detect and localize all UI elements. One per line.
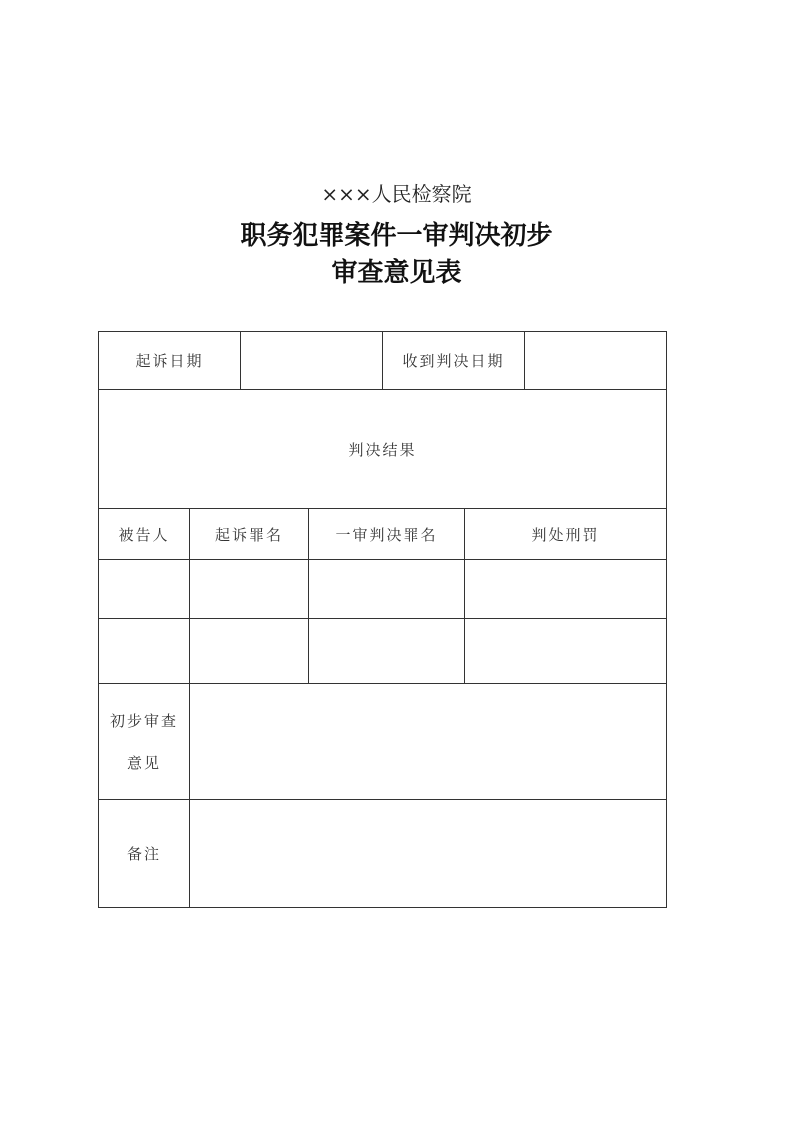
prosecution-date-field[interactable]	[241, 332, 383, 390]
column-header-sentence: 判处刑罚	[465, 509, 667, 560]
remarks-row	[99, 800, 667, 908]
preliminary-opinion-label-line2: 意见	[126, 753, 161, 772]
column-header-defendant: 被告人	[99, 509, 190, 560]
defendant-cell[interactable]	[99, 560, 190, 619]
column-header-row	[99, 509, 667, 560]
table-row	[99, 619, 667, 684]
prosecution-charge-cell[interactable]	[190, 619, 309, 684]
column-header-first-instance-charge: 一审判决罪名	[309, 509, 465, 560]
table-row	[99, 560, 667, 619]
organization-name: ×××人民检察院	[321, 182, 472, 206]
review-form-table	[98, 331, 667, 908]
received-judgment-date-field[interactable]	[525, 332, 667, 390]
sentence-cell[interactable]	[465, 619, 667, 684]
prosecution-charge-cell[interactable]	[190, 560, 309, 619]
received-judgment-date-label: 收到判决日期	[383, 332, 525, 390]
first-instance-charge-cell[interactable]	[309, 619, 465, 684]
preliminary-opinion-label	[99, 684, 190, 800]
remarks-field[interactable]	[190, 800, 667, 908]
preliminary-opinion-row	[99, 684, 667, 800]
preliminary-opinion-field[interactable]	[190, 684, 667, 800]
dates-row	[99, 332, 667, 390]
first-instance-charge-cell[interactable]	[309, 560, 465, 619]
column-header-prosecution-charge: 起诉罪名	[190, 509, 309, 560]
judgment-result-row	[99, 390, 667, 509]
form-title-line1: 职务犯罪案件一审判决初步	[240, 221, 553, 251]
prosecution-date-label: 起诉日期	[99, 332, 241, 390]
preliminary-opinion-label-line1: 初步审查	[109, 711, 178, 730]
form-title-line2: 审查意见表	[331, 258, 462, 288]
defendant-cell[interactable]	[99, 619, 190, 684]
judgment-result-label: 判决结果	[99, 390, 667, 509]
remarks-label: 备注	[99, 800, 190, 908]
sentence-cell[interactable]	[465, 560, 667, 619]
